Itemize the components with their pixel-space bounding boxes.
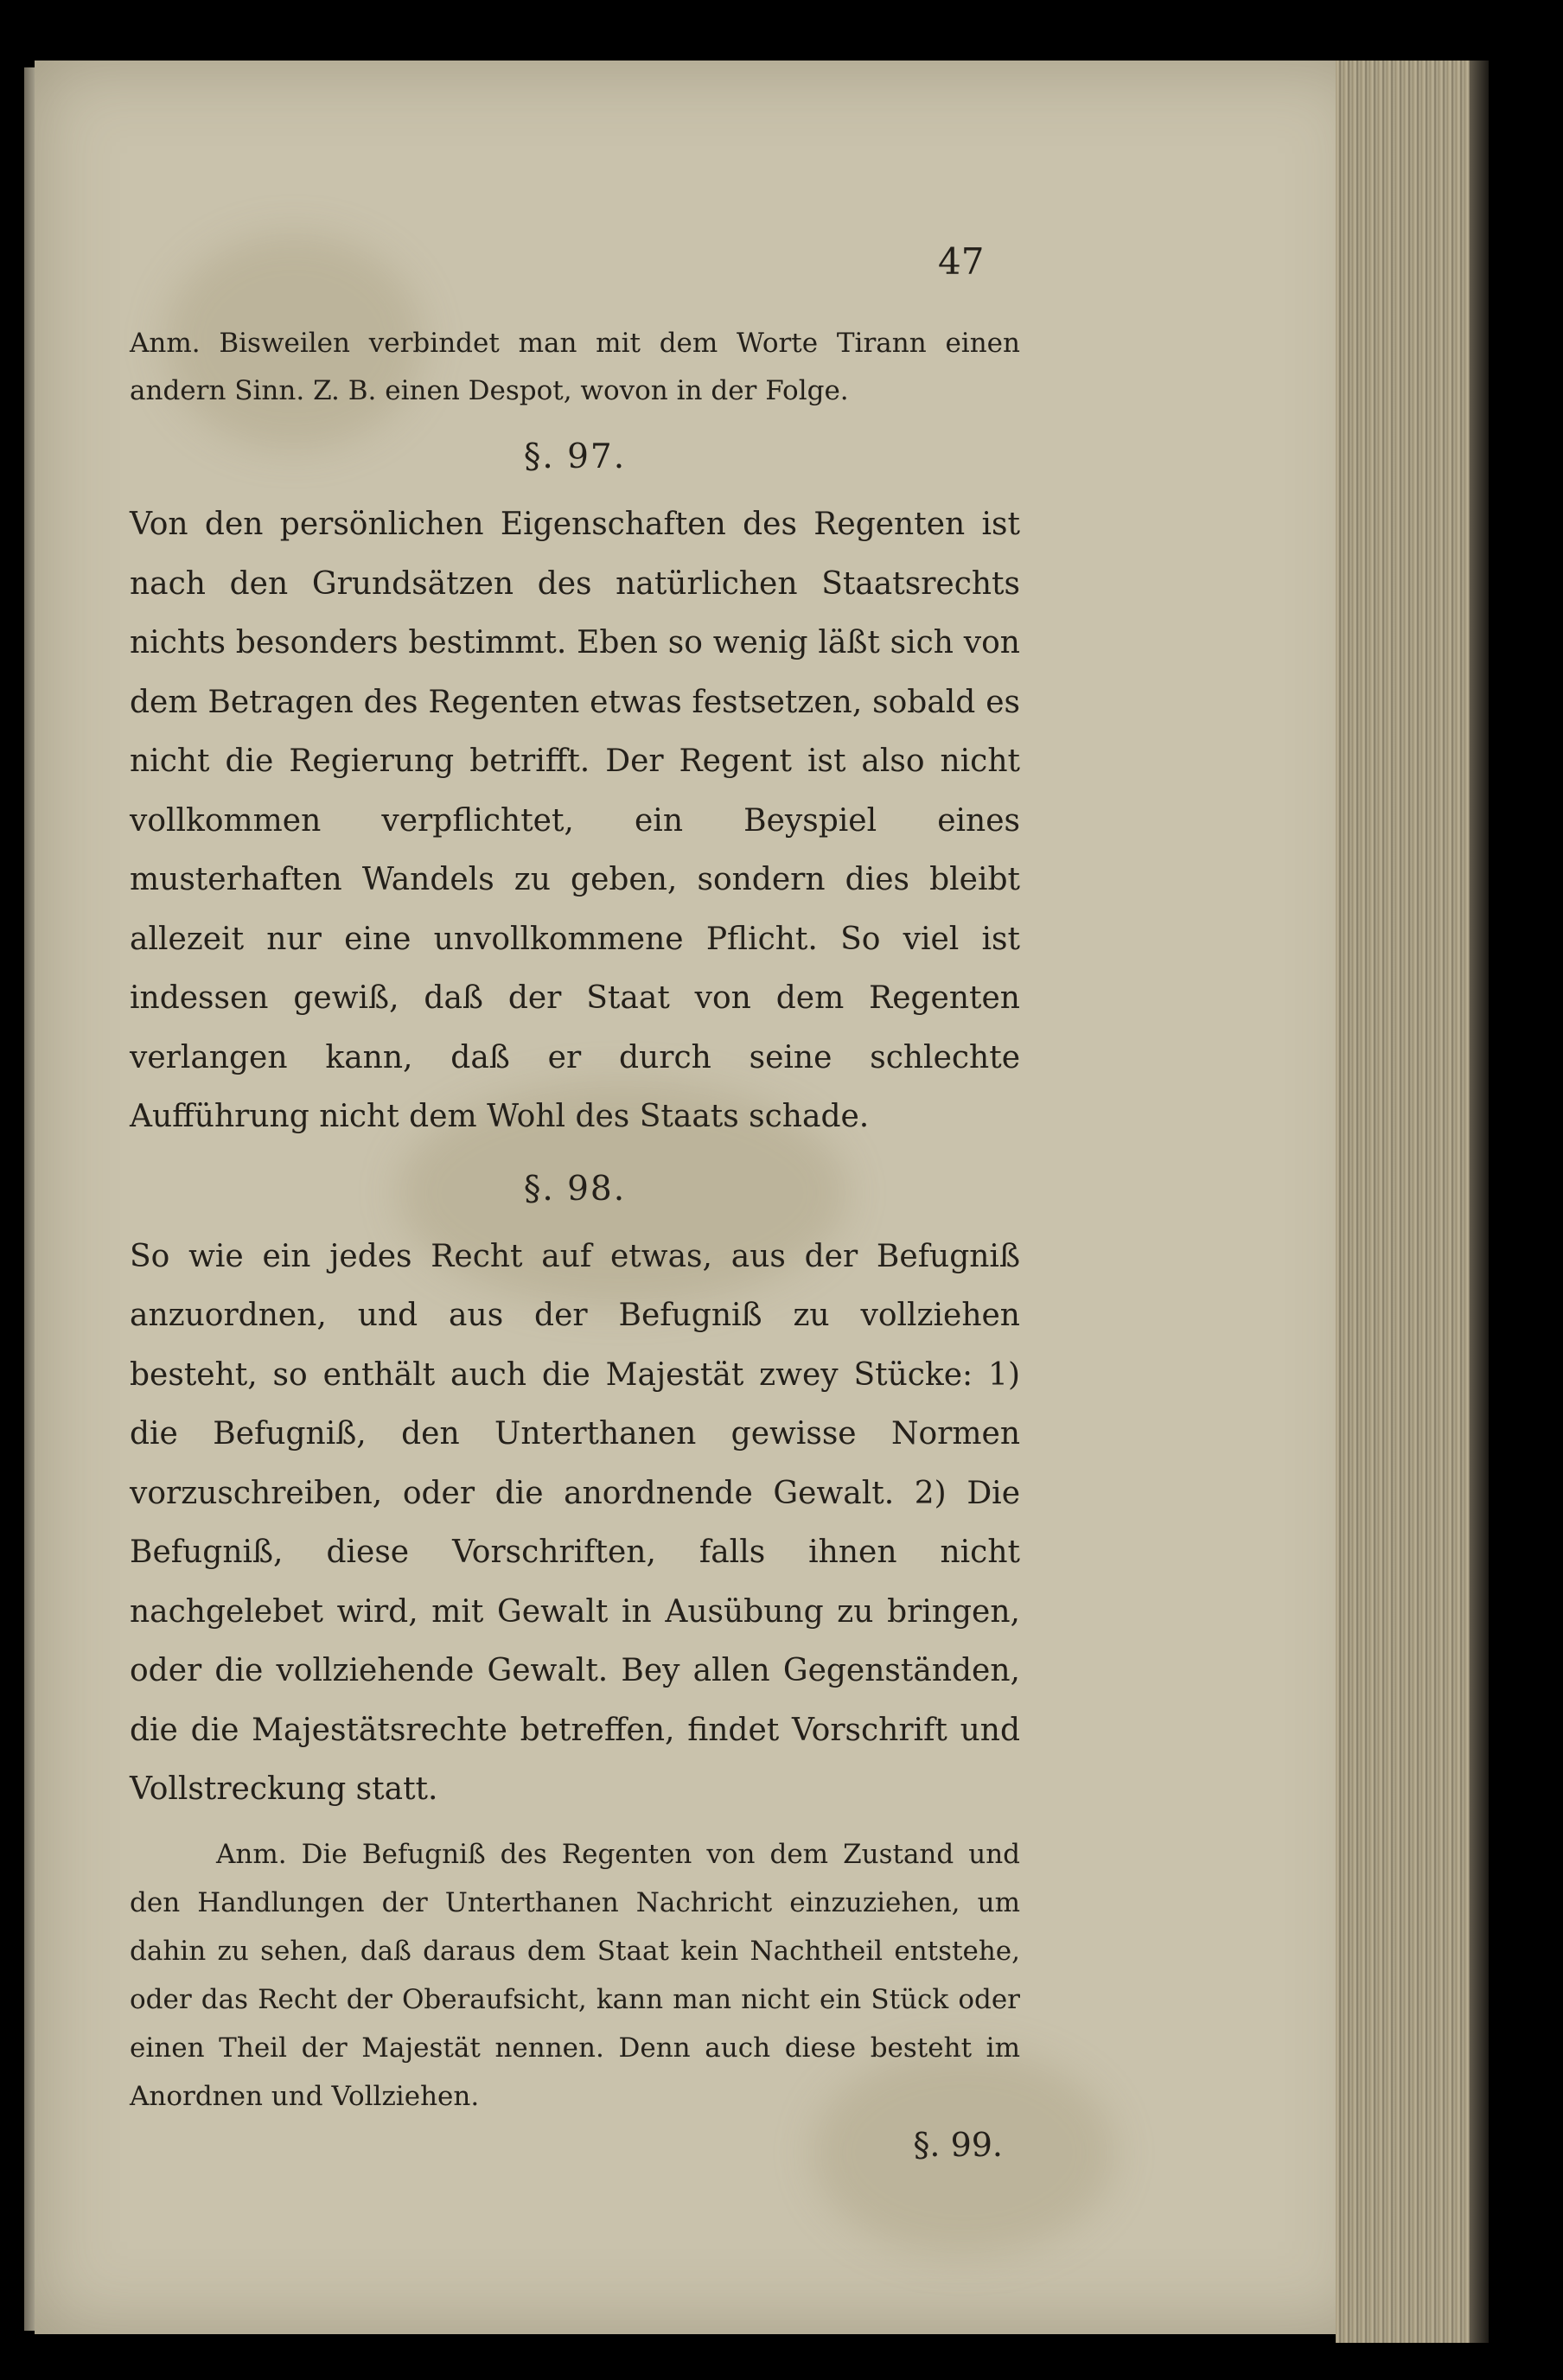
page-fore-edge bbox=[1336, 61, 1470, 2343]
page-edge-shadow bbox=[1470, 61, 1489, 2343]
section-97-text: Von den persönlichen Eigenschaften des Regenten ist nach den Grundsätzen des natürlichen Staatsrechts nichts besonders bestimmt. Eben so wenig läßt sich von dem Betragen des Regenten etwas festsetzen, sobald es nicht die Regierung betrifft. Der Regent ist also nicht vollkommen verpflichtet, ein Beyspiel eines musterhaften Wandels zu geben, sondern dies bleibt allezeit nur eine unvollkommene Pflicht. So viel ist indessen gewiß, daß der Staat von dem Regenten verlangen kann, daß er durch seine schlechte Aufführung nicht dem Wohl des Staats schade. bbox=[130, 507, 1020, 1134]
annotation-note-2: Anm. Die Befugniß des Regenten von dem Zustand und den Handlungen der Unterthanen Nachricht einzuziehen, um dahin zu sehen, daß daraus dem Staat kein Nachtheil entstehe, oder das Recht der Oberaufsicht, kann man nicht ein Stück oder einen Theil der Majestät nennen. Denn auch diese besteht im Anordnen und Vollziehen. bbox=[130, 1838, 1020, 2112]
annotation-note: Anm. Bisweilen verbindet man mit dem Worte Tirann einen andern Sinn. Z. B. einen Despot, wovon in der Folge. bbox=[130, 328, 1020, 406]
section-heading-98: §. 98. bbox=[523, 1169, 627, 1209]
text-column bbox=[130, 233, 1020, 2164]
section-heading-97: §. 97. bbox=[523, 437, 627, 476]
catchword: §. 99. bbox=[913, 2125, 1003, 2164]
section-98-text: So wie ein jedes Recht auf etwas, aus der Befugniß anzuordnen, und aus der Befugniß zu vollziehen besteht, so enthält auch die Majestät zwey Stücke: 1) die Befugniß, den Unterthanen gewisse Normen vorzuschreiben, oder die anordnende Gewalt. 2) Die Befugniß, diese Vorschriften, falls ihnen nicht nachgelebet wird, mit Gewalt in Ausübung zu bringen, oder die vollziehende Gewalt. Bey allen Gegenständen, die die Majestätsrechte betreffen, findet Vorschrift und Vollstreckung statt. bbox=[130, 1238, 1020, 1807]
page-number: 47 bbox=[938, 240, 985, 283]
left-page-edge bbox=[24, 67, 35, 2331]
